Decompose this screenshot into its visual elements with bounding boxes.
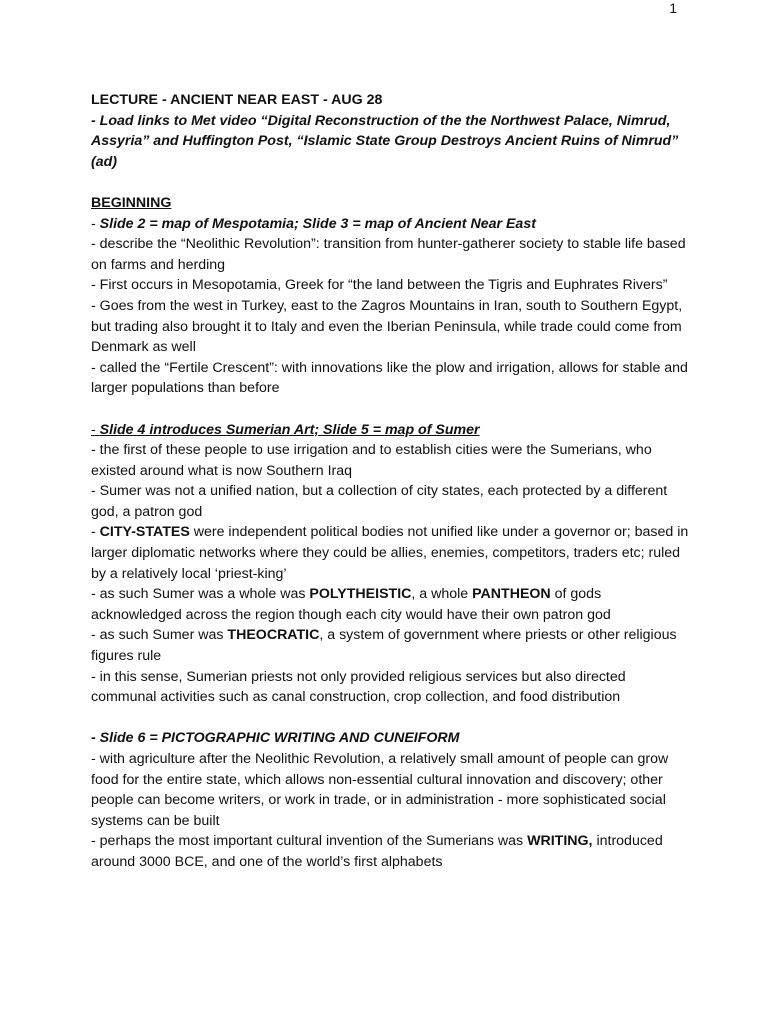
beginning-heading: BEGINNING bbox=[91, 194, 172, 211]
sumer-paragraph: - the first of these people to use irrigation and to establish cities were the Sumerians, who existed around what is now Southern Iraq bbox=[91, 442, 652, 479]
beginning-paragraph: - called the “Fertile Crescent”: with innovations like the plow and irrigation, allows for stable and larger populations than before bbox=[91, 359, 688, 397]
lecture-title: LECTURE - ANCIENT NEAR EAST - AUG 28 bbox=[91, 92, 383, 108]
sumer-slide-ref: Slide 4 introduces Sumerian Art; Slide 5 = map of Sumer bbox=[99, 421, 480, 438]
writing-slide-ref: - Slide 6 = PICTOGRAPHIC WRITING AND CUNEIFORM bbox=[91, 730, 460, 747]
beginning-slide-ref: Slide 2 = map of Mespotamia; Slide 3 = map of Ancient Near East bbox=[99, 215, 536, 232]
writing-paragraph: - perhaps the most important cultural invention of the Sumerians was WRITING, introduced around 3000 BCE, and one of the world’s first alphabets bbox=[91, 833, 663, 870]
writing-paragraph: - with agriculture after the Neolithic Revolution, a relatively small amount of people can grow food for the entire state, which allows non-essential cultural innovation and discovery; other people can become writers, or work in trade, or in administration - more sophisticated social systems can be built bbox=[91, 751, 669, 829]
document-body bbox=[91, 90, 691, 873]
beginning-paragraph: - Goes from the west in Turkey, east to the Zagros Mountains in Iran, south to Southern Egypt, but trading also brought it to Italy and even the Iberian Peninsula, while trade could come from Denmark as well bbox=[91, 297, 683, 356]
beginning-slide-line: - Slide 2 = map of Mespotamia; Slide 3 = map of Ancient Near East bbox=[91, 215, 536, 232]
sumer-slide-line: - Slide 4 introduces Sumerian Art; Slide 5 = map of Sumer bbox=[91, 421, 480, 438]
page-number: 1 bbox=[669, 0, 677, 16]
beginning-paragraph: - First occurs in Mesopotamia, Greek for “the land between the Tigris and Euphrates Rivers” bbox=[91, 277, 668, 294]
sumer-paragraph: - in this sense, Sumerian priests not only provided religious services but also directed communal activities such as canal construction, crop collection, and food distribution bbox=[91, 668, 626, 706]
key-term: POLYTHEISTIC bbox=[309, 586, 412, 603]
load-links-note: - Load links to Met video “Digital Reconstruction of the the Northwest Palace, Nimrud, Assyria” and Huffington Post, “Islamic State Group Destroys Ancient Ruins of Nimrud” (ad) bbox=[91, 112, 679, 170]
beginning-paragraph: - describe the “Neolithic Revolution”: transition from hunter-gatherer society to stable life based on farms and herding bbox=[91, 236, 686, 273]
sumer-paragraph: - Sumer was not a unified nation, but a collection of city states, each protected by a different god, a patron god bbox=[91, 483, 668, 520]
key-term: WRITING, bbox=[527, 833, 593, 850]
sumer-paragraph: - CITY-STATES were independent political bodies not unified like under a governor or; based in larger diplomatic networks where they could be allies, enemies, competitors, traders etc; ruled by a relatively local ‘priest-king’ bbox=[91, 524, 689, 582]
key-term: CITY-STATES bbox=[99, 524, 190, 541]
sumer-paragraph: - as such Sumer was a whole was POLYTHEISTIC, a whole PANTHEON of gods acknowledged across the region though each city would have their own patron god bbox=[91, 586, 611, 623]
sumer-paragraph: - as such Sumer was THEOCRATIC, a system of government where priests or other religious figures rule bbox=[91, 627, 677, 665]
key-term: THEOCRATIC bbox=[227, 627, 320, 644]
key-term: PANTHEON bbox=[472, 586, 551, 603]
